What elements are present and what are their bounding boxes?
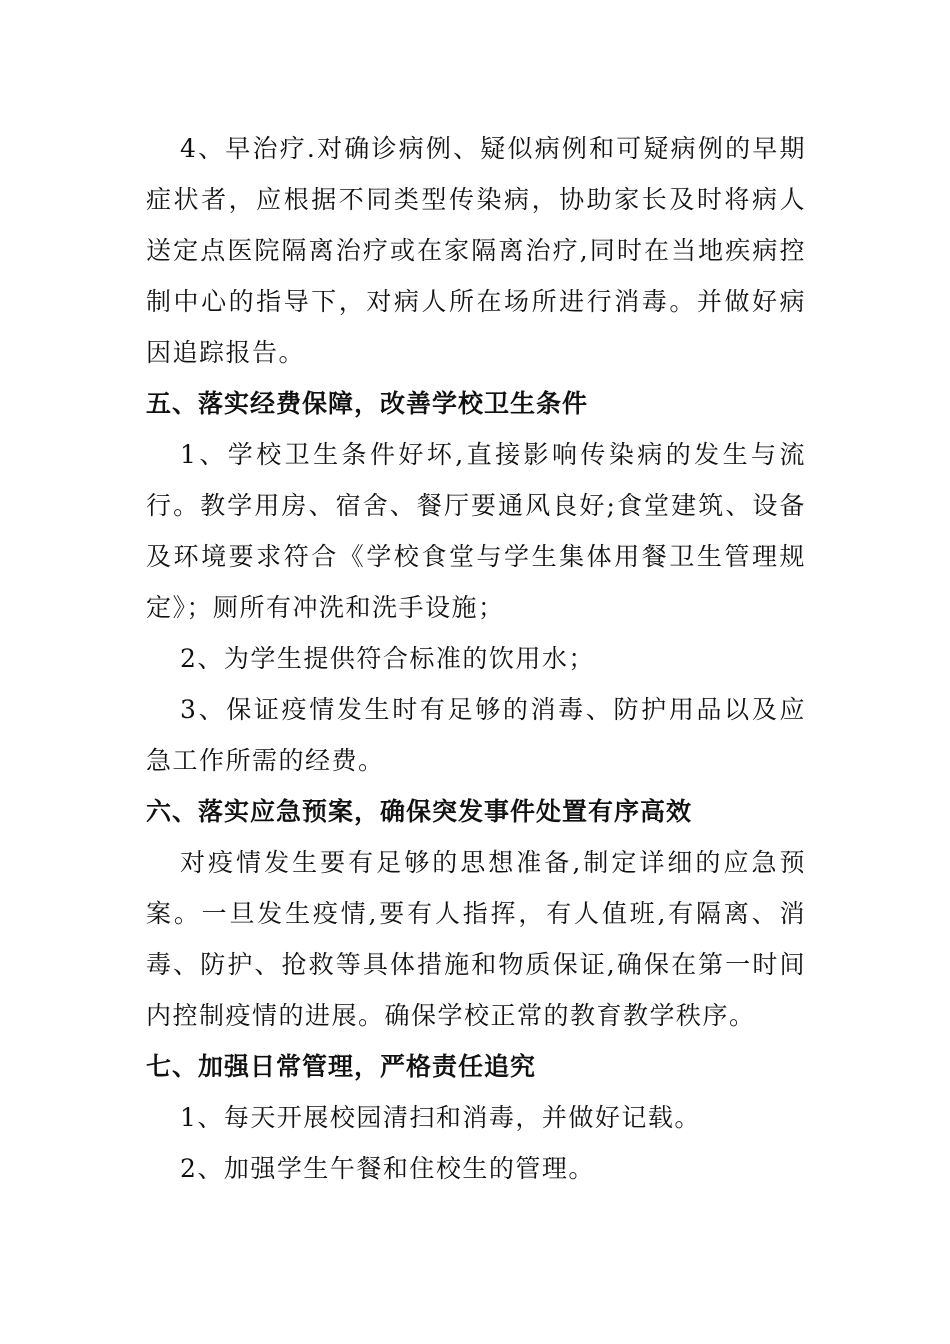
document-body — [146, 123, 806, 1194]
paragraph-sanitation-conditions: 1、学校卫生条件好坏,直接影响传染病的发生与流行。教学用房、宿舍、餐厅要通风良好;食堂建筑、设备及环境要求符合《学校食堂与学生集体用餐卫生管理规定》；厕所有冲洗和洗手设施； — [146, 440, 806, 622]
paragraph-drinking-water: 2、为学生提供符合标准的饮用水； — [180, 644, 595, 673]
paragraph-daily-cleaning: 1、每天开展校园清扫和消毒，并做好记载。 — [180, 1103, 701, 1132]
paragraph-early-treatment: 4、早治疗.对确诊病例、疑似病例和可疑病例的早期症状者，应根据不同类型传染病，协助家长及时将病人送定点医院隔离治疗或在家隔离治疗,同时在当地疾病控制中心的指导下，对病人所在场所进行消毒。并做好病因追踪报告。 — [146, 134, 806, 367]
paragraph-emergency-funds: 3、保证疫情发生时有足够的消毒、防护用品以及应急工作所需的经费。 — [146, 695, 806, 775]
section-heading-5: 五、落实经费保障，改善学校卫生条件 — [146, 389, 589, 418]
section-heading-7: 七、加强日常管理，严格责任追究 — [146, 1052, 537, 1081]
section-heading-6: 六、落实应急预案，确保突发事件处置有序高效 — [146, 797, 693, 826]
paragraph-lunch-management: 2、加强学生午餐和住校生的管理。 — [180, 1154, 595, 1183]
paragraph-emergency-plan: 对疫情发生要有足够的思想准备,制定详细的应急预案。一旦发生疫情,要有人指挥，有人值班,有隔离、消毒、防护、抢救等具体措施和物质保证,确保在第一时间内控制疫情的进展。确保学校正常的教育教学秩序。 — [146, 848, 806, 1030]
